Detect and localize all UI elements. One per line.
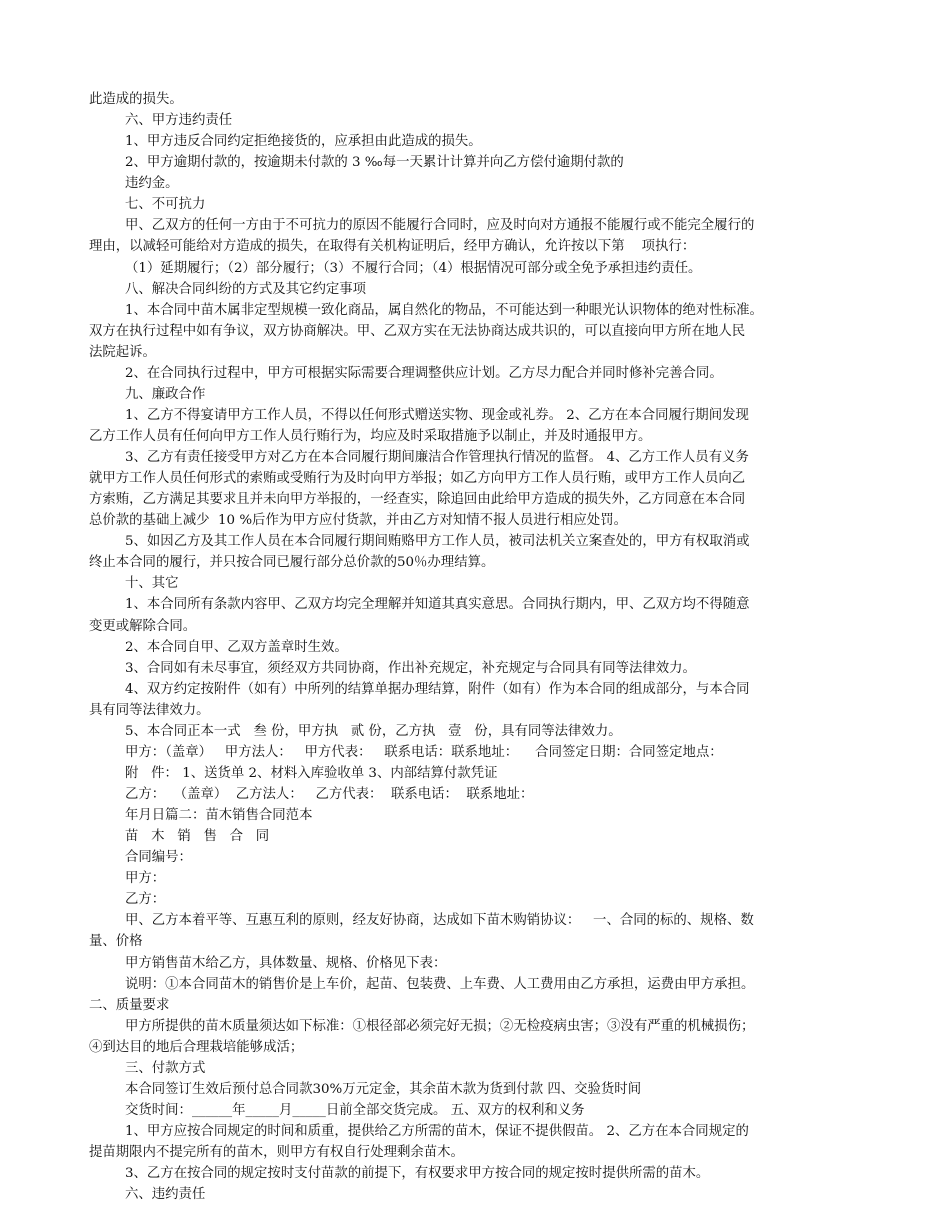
text-line: 甲方：（盖章） 甲方法人： 甲方代表： 联系电话：联系地址： 合同签定日期：合同签定地点： bbox=[125, 744, 723, 760]
text-line: 乙方工作人员有任何向甲方工作人员行贿行为，均应及时采取措施予以制止，并及时通报甲方。 bbox=[89, 429, 652, 444]
text-line: 变更或解除合同。 bbox=[89, 618, 197, 634]
text-line: 具有同等法律效力。 bbox=[89, 702, 210, 718]
text-line: 合同编号： bbox=[125, 850, 192, 866]
text-line: 六、甲方违约责任 bbox=[125, 113, 233, 129]
text-line: 甲方销售苗木给乙方，具体数量、规格、价格见下表： bbox=[125, 955, 447, 971]
text-line: 苗 木 销 售 合 同 bbox=[125, 829, 270, 845]
text-line: 甲方所提供的苗木质量须达如下标准：①根径部必须完好无损；②无检疫病虫害；③没有严重的机械损伤； bbox=[125, 1018, 755, 1034]
text-line: 1、本合同所有条款内容甲、乙双方均完全理解并知道其真实意思。合同执行期内，甲、乙双方均不得随意 bbox=[125, 597, 750, 613]
text-line: 提苗期限内不提完所有的苗木，则甲方有权自行处理剩余苗木。 bbox=[89, 1145, 464, 1160]
text-line: 5、如因乙方及其工作人员在本合同履行期间贿赂甲方工作人员，被司法机关立案查处的，甲方有权取消或 bbox=[125, 534, 750, 550]
text-line: 1、甲方应按合同规定的时间和质重，提供给乙方所需的苗木，保证不提供假苗。 2、乙方在本合同规定的 bbox=[125, 1123, 749, 1139]
text-line: 违约金。 bbox=[125, 176, 179, 192]
text-line: 甲方： bbox=[125, 871, 166, 887]
text-line: 附 件： 1、送货单 2、材料入库验收单 3、内部结算付款凭证 bbox=[125, 765, 498, 781]
text-line: 5、本合同正本一式 叁 份，甲方执 贰 份，乙方执 壹 份，具有同等法律效力。 bbox=[125, 723, 622, 739]
text-line: 说明：①本合同苗木的销售价是上车价，起苗、包装费、上车费、人工费用由乙方承担，运费由甲方承担。 bbox=[125, 976, 755, 992]
text-line: 八、解决合同纠纷的方式及其它约定事项 bbox=[125, 281, 367, 297]
text-line: 4、双方约定按附件（如有）中所列的结算单据办理结算，附件（如有）作为本合同的组成部分，与本合同 bbox=[125, 681, 750, 697]
text-line: 六、违约责任 bbox=[125, 1187, 206, 1203]
text-line: ④到达目的地后合理栽培能够成活； bbox=[89, 1039, 304, 1055]
text-line: 3、合同如有未尽事宜，须经双方共同协商，作出补充规定，补充规定与合同具有同等法律效力。 bbox=[125, 660, 696, 676]
text-line: 方索贿，乙方满足其要求且并未向甲方举报的，一经查实，除追回由此给甲方造成的损失外，乙方同意在本合同 bbox=[89, 492, 746, 508]
text-line: 此造成的损失。 bbox=[89, 92, 183, 107]
text-line: 终止本合同的履行，并只按合同已履行部分总价款的50％办理结算。 bbox=[89, 555, 495, 571]
text-line: 量、价格 bbox=[89, 934, 143, 950]
text-line: （1）延期履行；（2）部分履行；（3）不履行合同；（4）根据情况可部分或全免予承担违约责任。 bbox=[125, 260, 702, 276]
text-line: 2、本合同自甲、乙双方盖章时生效。 bbox=[125, 639, 348, 655]
text-line: 交货时间：______年_____月_____日前全部交货完成。 五、双方的权利和义务 bbox=[125, 1102, 585, 1118]
text-line: 双方在执行过程中如有争议，双方协商解决。甲、乙双方实在无法协商达成共识的，可以直接向甲方所在地人民 bbox=[89, 323, 746, 339]
text-line: 七、不可抗力 bbox=[125, 197, 206, 213]
text-line: 3、乙方在按合同的规定按时支付苗款的前提下，有权要求甲方按合同的规定按时提供所需的苗木。 bbox=[125, 1166, 710, 1182]
text-line: 九、廉政合作 bbox=[125, 386, 206, 402]
text-line: 就甲方工作人员任何形式的索贿或受贿行为及时向甲方举报；如乙方向甲方工作人员行贿，或甲方工作人员向乙 bbox=[89, 471, 746, 487]
text-line: 本合同签订生效后预付总合同款30%万元定金，其余苗木款为货到付款 四、交验货时间 bbox=[125, 1081, 642, 1097]
text-line: 乙方： （盖章） 乙方法人： 乙方代表： 联系电话： 联系地址： bbox=[125, 787, 534, 802]
text-line: 1、乙方不得宴请甲方工作人员，不得以任何形式赠送实物、现金或礼券。 2、乙方在本合同履行期间发现 bbox=[125, 407, 749, 423]
text-line: 2、在合同执行过程中，甲方可根据实际需要合理调整供应计划。乙方尽力配合并同时修补完善合同。 bbox=[125, 365, 723, 381]
text-line: 乙方： bbox=[125, 892, 166, 908]
text-line: 1、本合同中苗木属非定型规模一致化商品，属自然化的物品，不可能达到一种眼光认识物体的绝对性标准。 bbox=[125, 302, 763, 318]
text-line: 十、其它 bbox=[125, 576, 179, 592]
text-line: 2、甲方逾期付款的，按逾期未付款的 3 ‰每一天累计计算并向乙方偿付逾期付款的 bbox=[125, 155, 624, 171]
text-line: 法院起诉。 bbox=[89, 344, 156, 360]
text-line: 理由，以减轻可能给对方造成的损失，在取得有关机构证明后，经甲方确认，允许按以下第 项执行： bbox=[89, 239, 696, 255]
text-line: 3、乙方有责任接受甲方对乙方在本合同履行期间廉洁合作管理执行情况的监督。 4、乙方工作人员有义务 bbox=[125, 450, 749, 465]
text-line: 年月日篇二：苗木销售合同范本 bbox=[125, 808, 313, 823]
text-line: 甲、乙方本着平等、互惠互利的原则，经友好协商，达成如下苗木购销协议： 一、合同的标的、规格、数 bbox=[125, 913, 754, 929]
text-line: 三、付款方式 bbox=[125, 1060, 206, 1076]
text-line: 甲、乙双方的任何一方由于不可抗力的原因不能履行合同时，应及时向对方通报不能履行或不能完全履行的 bbox=[125, 218, 755, 234]
text-line: 二、质量要求 bbox=[89, 997, 170, 1013]
text-line: 总价款的基础上减少 10 %后作为甲方应付货款，并由乙方对知情不报人员进行相应处罚。 bbox=[89, 513, 627, 529]
text-line: 1、甲方违反合同约定拒绝接货的，应承担由此造成的损失。 bbox=[125, 134, 482, 150]
